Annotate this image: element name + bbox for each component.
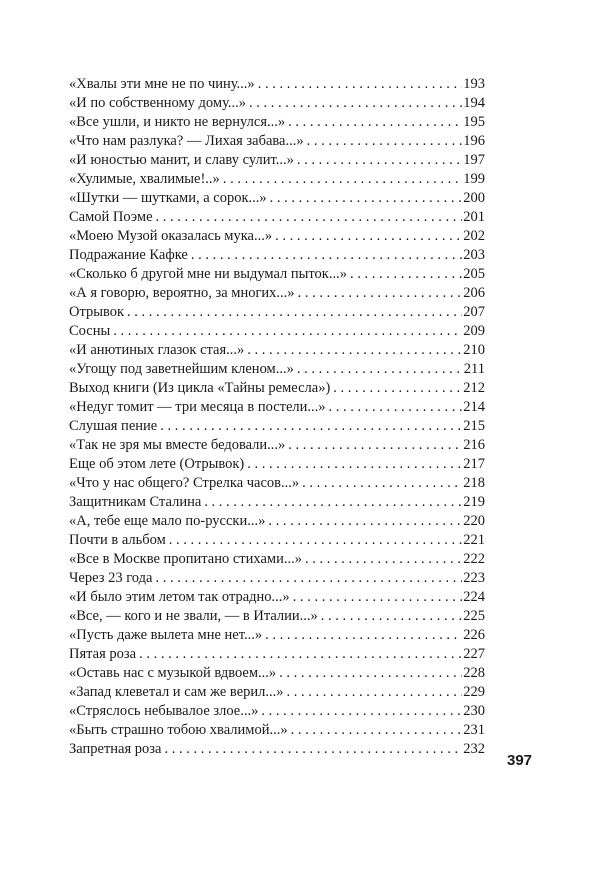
dot-leader: [258, 75, 463, 94]
dot-leader: [321, 607, 462, 626]
dot-leader: [139, 645, 462, 664]
toc-entry-page: 212: [463, 380, 485, 396]
toc-entry: [69, 550, 485, 569]
toc-entry-title: Через 23 года: [69, 570, 153, 586]
toc-entry-page: 203: [463, 247, 485, 263]
toc-entry-page: 201: [463, 209, 485, 225]
toc-entry: [69, 75, 485, 94]
toc-entry-page: 214: [463, 399, 485, 415]
toc-entry: [69, 664, 485, 683]
dot-leader: [160, 417, 462, 436]
toc-entry-title: «Моею Музой оказалась мука...»: [69, 228, 273, 244]
dot-leader: [156, 208, 463, 227]
toc-entry: [69, 265, 485, 284]
toc-entry-page: 219: [463, 494, 485, 510]
toc-entry: [69, 474, 485, 493]
page-number: 397: [507, 752, 533, 769]
toc-entry-page: 222: [463, 551, 485, 567]
dot-leader: [265, 626, 462, 645]
dot-leader: [288, 436, 462, 455]
dot-leader: [275, 227, 462, 246]
toc-entry: [69, 569, 485, 588]
toc-entry-title: Подражание Кафке: [69, 247, 188, 263]
dot-leader: [307, 132, 463, 151]
toc-entry-page: 220: [463, 513, 485, 529]
toc-entry-title: «Пусть даже вылета мне нет...»: [69, 627, 263, 643]
dot-leader: [350, 265, 462, 284]
toc-entry-page: 195: [463, 114, 485, 130]
toc-entry-page: 221: [463, 532, 485, 548]
toc-entry-page: 228: [463, 665, 485, 681]
toc-entry-page: 199: [463, 171, 485, 187]
toc-entry-page: 200: [463, 190, 485, 206]
toc-entry-title: «Все в Москве пропитано стихами...»: [69, 551, 302, 567]
toc-entry-title: «Что нам разлука? — Лихая забава...»: [69, 133, 304, 149]
dot-leader: [113, 322, 462, 341]
toc-entry-page: 229: [463, 684, 485, 700]
dot-leader: [302, 474, 462, 493]
dot-leader: [291, 721, 463, 740]
toc-entry-page: 224: [463, 589, 485, 605]
toc-entry-title: «Все ушли, и никто не вернулся...»: [69, 114, 286, 130]
toc-entry-title: «Хулимые, хвалимые!..»: [69, 171, 220, 187]
toc-entry-title: Защитникам Сталина: [69, 494, 202, 510]
toc-entry-page: 232: [463, 741, 485, 757]
toc-entry-title: «Все, — кого и не звали, — в Италии...»: [69, 608, 318, 624]
toc-entry-title: «Угощу под заветнейшим кленом...»: [69, 361, 294, 377]
toc-entry-title: «И было этим летом так отрадно...»: [69, 589, 290, 605]
toc-entry-page: 209: [463, 323, 485, 339]
toc-entry: [69, 683, 485, 702]
toc-entry-page: 196: [463, 133, 485, 149]
toc-entry-page: 216: [463, 437, 485, 453]
toc-entry-title: «И анютиных глазок стая...»: [69, 342, 245, 358]
toc-entry-title: Еще об этом лете (Отрывок): [69, 456, 245, 472]
dot-leader: [191, 246, 462, 265]
toc-entry-page: 227: [463, 646, 485, 662]
toc-entry-title: Пятая роза: [69, 646, 137, 662]
dot-leader: [298, 284, 463, 303]
dot-leader: [127, 303, 462, 322]
toc-entry-title: «Стряслось небывалое злое...»: [69, 703, 259, 719]
dot-leader: [204, 493, 462, 512]
toc-entry-page: 211: [463, 361, 485, 377]
toc-entry: [69, 398, 485, 417]
toc-entry-title: «Что у нас общего? Стрелка часов...»: [69, 475, 300, 491]
toc-entry: [69, 170, 485, 189]
toc-entry-page: 225: [463, 608, 485, 624]
toc-entry: [69, 531, 485, 550]
toc-entry-title: «И юностью манит, и славу сулит...»: [69, 152, 294, 168]
dot-leader: [169, 531, 462, 550]
dot-leader: [247, 341, 462, 360]
toc-entry: [69, 208, 485, 227]
toc-entry: [69, 626, 485, 645]
toc-entry-page: 217: [463, 456, 485, 472]
toc-entry: [69, 284, 485, 303]
dot-leader: [297, 151, 462, 170]
toc-entry: [69, 493, 485, 512]
dot-leader: [287, 683, 463, 702]
toc-entry-page: 194: [463, 95, 485, 111]
toc-entry: [69, 702, 485, 721]
toc-entry: [69, 740, 485, 759]
dot-leader: [288, 113, 462, 132]
toc-entry-page: 202: [463, 228, 485, 244]
toc-entry: [69, 417, 485, 436]
toc-entry: [69, 379, 485, 398]
toc-entry-title: «Запад клеветал и сам же верил...»: [69, 684, 284, 700]
dot-leader: [268, 512, 462, 531]
toc-entry-title: «Сколько б другой мне ни выдумал пыток...»: [69, 266, 347, 282]
toc-entry-page: 197: [463, 152, 485, 168]
toc-entry-title: «Недуг томит — три месяца в постели...»: [69, 399, 326, 415]
toc-entry-title: Запретная роза: [69, 741, 162, 757]
toc-entry-page: 205: [463, 266, 485, 282]
toc-entry: [69, 436, 485, 455]
toc-entry-page: 226: [463, 627, 485, 643]
toc-entry: [69, 322, 485, 341]
toc-entry-title: «А я говорю, вероятно, за многих...»: [69, 285, 295, 301]
dot-leader: [305, 550, 462, 569]
toc-entry: [69, 512, 485, 531]
dot-leader: [270, 189, 463, 208]
toc-entry-title: «А, тебе еще мало по-русски...»: [69, 513, 266, 529]
toc-entry-title: Выход книги (Из цикла «Тайны ремесла»): [69, 380, 331, 396]
toc-entry-title: Самой Поэме: [69, 209, 153, 225]
table-of-contents: [69, 75, 485, 759]
toc-entry-title: Отрывок: [69, 304, 125, 320]
dot-leader: [223, 170, 462, 189]
toc-entry-page: 218: [463, 475, 485, 491]
dot-leader: [279, 664, 462, 683]
dot-leader: [329, 398, 463, 417]
dot-leader: [247, 455, 462, 474]
toc-entry: [69, 189, 485, 208]
dot-leader: [333, 379, 462, 398]
toc-entry: [69, 227, 485, 246]
toc-entry: [69, 645, 485, 664]
toc-entry-page: 207: [463, 304, 485, 320]
toc-entry-title: «И по собственному дому...»: [69, 95, 247, 111]
toc-entry: [69, 303, 485, 322]
toc-entry-title: «Быть страшно тобою хвалимой...»: [69, 722, 288, 738]
toc-entry: [69, 246, 485, 265]
dot-leader: [297, 360, 463, 379]
toc-entry-page: 215: [463, 418, 485, 434]
toc-entry: [69, 132, 485, 151]
toc-entry-title: Слушая пение: [69, 418, 158, 434]
toc-entry: [69, 721, 485, 740]
toc-entry-page: 210: [463, 342, 485, 358]
toc-entry: [69, 151, 485, 170]
toc-entry: [69, 588, 485, 607]
dot-leader: [293, 588, 463, 607]
toc-entry-title: «Оставь нас с музыкой вдвоем...»: [69, 665, 277, 681]
toc-entry-title: Сосны: [69, 323, 111, 339]
toc-entry: [69, 455, 485, 474]
toc-entry-title: «Шутки — шутками, а сорок...»: [69, 190, 267, 206]
toc-entry: [69, 360, 485, 379]
toc-entry: [69, 94, 485, 113]
toc-entry-title: «Так не зря мы вместе бедовали...»: [69, 437, 286, 453]
dot-leader: [249, 94, 462, 113]
toc-entry-page: 230: [463, 703, 485, 719]
toc-entry-title: «Хвалы эти мне не по чину...»: [69, 76, 255, 92]
toc-entry: [69, 607, 485, 626]
toc-entry: [69, 341, 485, 360]
toc-entry: [69, 113, 485, 132]
dot-leader: [164, 740, 462, 759]
dot-leader: [155, 569, 462, 588]
toc-entry-page: 193: [463, 76, 485, 92]
toc-entry-page: 223: [463, 570, 485, 586]
dot-leader: [261, 702, 462, 721]
toc-entry-page: 206: [463, 285, 485, 301]
toc-entry-title: Почти в альбом: [69, 532, 166, 548]
toc-entry-page: 231: [463, 722, 485, 738]
